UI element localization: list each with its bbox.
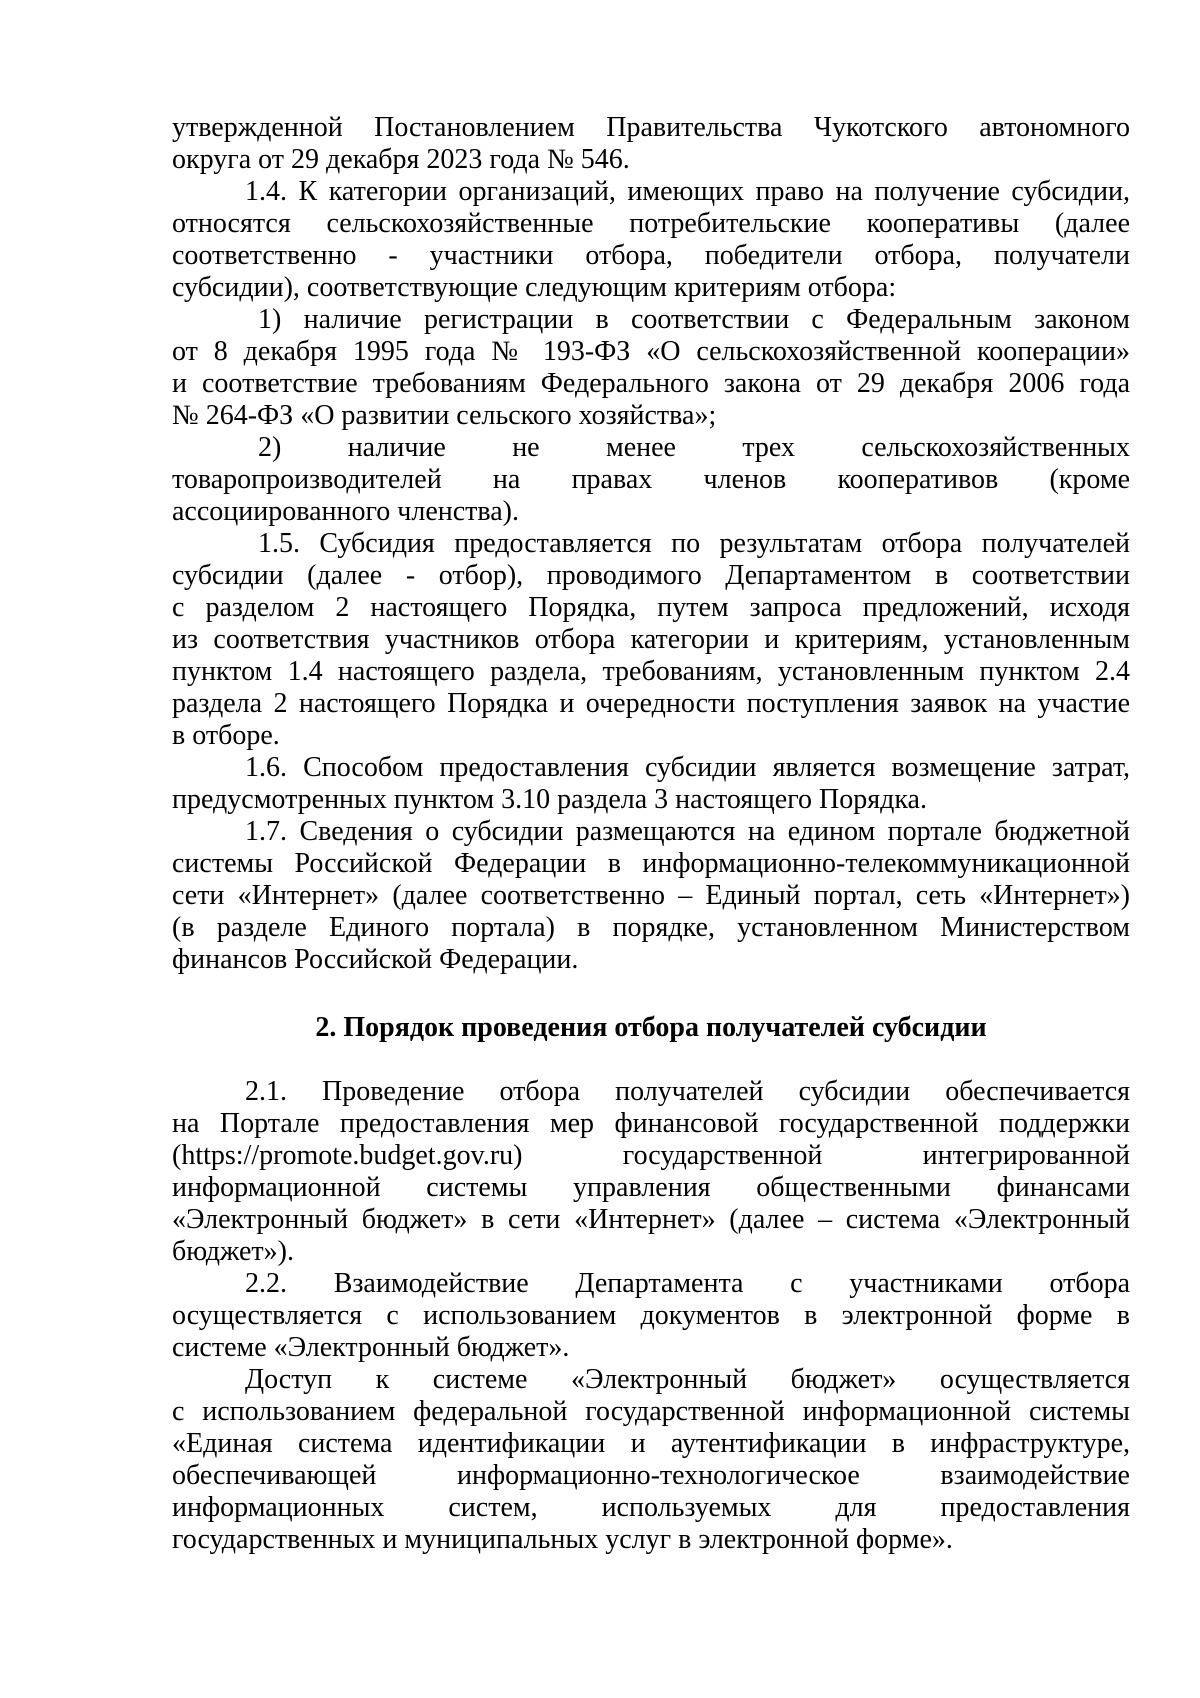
text-line: на Портале предоставления мер финансовой государственной поддержки	[172, 1108, 1130, 1139]
text-line: 1) наличие регистрации в соответствии с Федеральным законом	[258, 304, 1130, 335]
section-2-text	[172, 1076, 1130, 1556]
text-line: ассоциированного членства).	[172, 496, 520, 527]
text-line: раздела 2 настоящего Порядка и очередности поступления заявок на участие	[172, 688, 1130, 719]
text-line: в отборе.	[172, 720, 280, 751]
text-line: № 264-ФЗ «О развитии сельского хозяйства»;	[172, 400, 717, 431]
text-line: от 8 декабря 1995 года № 193-ФЗ «О сельскохозяйственной кооперации»	[172, 336, 1130, 367]
text-line: обеспечивающей информационно-технологическое взаимодействие	[172, 1460, 1130, 1491]
text-line: государственных и муниципальных услуг в электронной форме».	[172, 1524, 953, 1555]
document-body	[172, 112, 1130, 1556]
text-line: с разделом 2 настоящего Порядка, путем запроса предложений, исходя	[172, 592, 1130, 623]
section-2-heading: 2. Порядок проведения отбора получателей субсидии	[315, 1012, 987, 1043]
text-line: 2.2. Взаимодействие Департамента с участниками отбора	[245, 1268, 1130, 1299]
text-line: системе «Электронный бюджет».	[172, 1332, 570, 1363]
text-line: информационной системы управления общественными финансами	[172, 1172, 1130, 1203]
text-line: системы Российской Федерации в информационно-телекоммуникационной	[172, 848, 1130, 879]
text-line: предусмотренных пунктом 3.10 раздела 3 настоящего Порядка.	[172, 784, 927, 815]
text-line: 1.5. Субсидия предоставляется по результатам отбора получателей	[258, 528, 1130, 559]
text-line: субсидии), соответствующие следующим критериям отбора:	[172, 272, 897, 303]
text-line: и соответствие требованиям Федерального закона от 29 декабря 2006 года	[172, 368, 1130, 399]
text-line: 1.6. Способом предоставления субсидии является возмещение затрат,	[245, 752, 1130, 783]
text-line: бюджет»).	[172, 1236, 294, 1267]
text-line: субсидии (далее - отбор), проводимого Департаментом в соответствии	[172, 560, 1130, 591]
text-line: пунктом 1.4 настоящего раздела, требованиям, установленным пунктом 2.4	[172, 656, 1130, 687]
text-line: 2.1. Проведение отбора получателей субсидии обеспечивается	[245, 1076, 1130, 1107]
text-line: осуществляется с использованием документов в электронной форме в	[172, 1300, 1130, 1331]
text-line: 2) наличие не менее трех сельскохозяйственных	[258, 432, 1130, 463]
text-line: соответственно - участники отбора, победители отбора, получатели	[172, 240, 1130, 271]
text-line: (в разделе Единого портала) в порядке, установленном Министерством	[172, 912, 1130, 943]
text-line: «Единая система идентификации и аутентификации в инфраструктуре,	[172, 1428, 1130, 1459]
text-line: утвержденной Постановлением Правительства Чукотского автономного	[172, 112, 1130, 143]
text-line: сети «Интернет» (далее соответственно – Единый портал, сеть «Интернет»)	[172, 880, 1130, 911]
text-line: финансов Российской Федерации.	[172, 944, 579, 975]
text-line: округа от 29 декабря 2023 года № 546.	[172, 144, 630, 175]
text-line: товаропроизводителей на правах членов кооперативов (кроме	[172, 464, 1130, 495]
text-line: 1.4. К категории организаций, имеющих право на получение субсидии,	[245, 176, 1130, 207]
text-line: с использованием федеральной государственной информационной системы	[172, 1396, 1130, 1427]
text-line: информационных систем, используемых для предоставления	[172, 1492, 1130, 1523]
text-line: (https://promote.budget.gov.ru) государственной интегрированной	[172, 1140, 1130, 1171]
text-line: 1.7. Сведения о субсидии размещаются на едином портале бюджетной	[245, 816, 1130, 847]
text-line: «Электронный бюджет» в сети «Интернет» (далее – система «Электронный	[172, 1204, 1130, 1235]
section-1-text	[172, 112, 1130, 976]
text-line: из соответствия участников отбора категории и критериям, установленным	[172, 624, 1130, 655]
text-line: относятся сельскохозяйственные потребительские кооперативы (далее	[172, 208, 1130, 239]
text-line: Доступ к системе «Электронный бюджет» осуществляется	[245, 1364, 1130, 1395]
